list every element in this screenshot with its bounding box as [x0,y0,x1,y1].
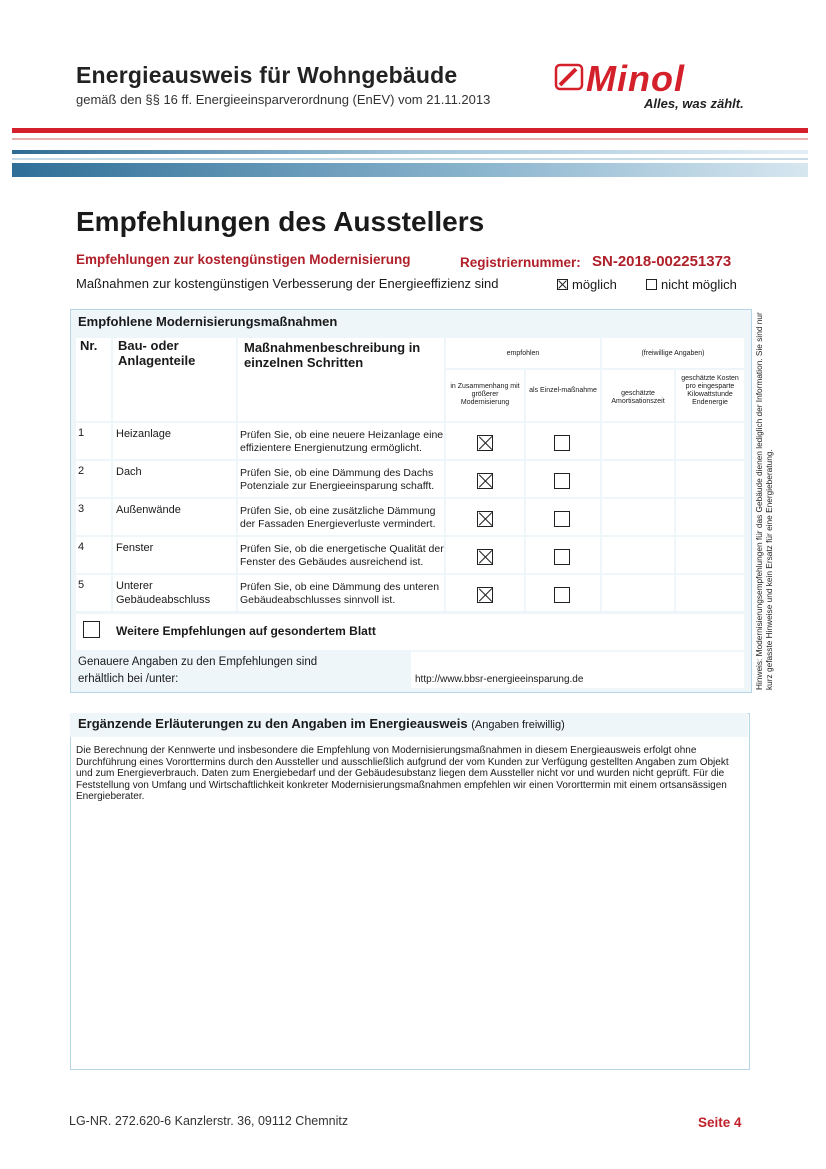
checkbox-single[interactable] [554,549,570,565]
header-blue-band [12,163,808,177]
option-not-possible[interactable] [646,277,737,292]
row-component: Fenster [116,542,154,554]
row-component: Dach [116,466,142,478]
header-stripe [12,158,808,160]
option-not-possible-label: nicht möglich [661,277,737,292]
header-red-stripe [12,128,808,133]
row-number: 4 [78,541,85,553]
header-blue-stripe [12,150,808,154]
explanation-title-text: Ergänzende Erläuterungen zu den Angaben im Energieausweis [78,716,468,731]
header-stripe [12,138,808,140]
row-description: Prüfen Sie, ob eine Dämmung des Dachs Potenziale zur Energieeinsparung schafft. [240,467,435,492]
registration-number: SN-2018-002251373 [592,253,732,270]
col-amortization: geschätzte Amortisationszeit [611,390,665,405]
table-cell [676,575,744,611]
group-recommended: empfohlen [506,350,540,357]
registration-label: Registriernummer: [460,255,581,270]
group-voluntary: (freiwillige Angaben) [641,350,705,357]
col-nr: Nr. [80,338,98,353]
page-number: Seite 4 [698,1115,742,1130]
section-subtitle: Empfehlungen zur kostengünstigen Modernisierung [76,252,411,267]
row-number: 3 [78,503,85,515]
row-component: Außenwände [116,504,181,516]
checkbox-possible[interactable] [557,279,568,290]
checkbox-further-recommendations[interactable] [83,621,100,638]
logo-slogan: Alles, was zählt. [644,96,744,111]
checkbox-single[interactable] [554,511,570,527]
table-cell [602,423,674,459]
col-component: Bau- oder Anlagenteile [118,338,196,368]
further-label: Weitere Empfehlungen auf gesondertem Blatt [116,624,376,638]
row-number: 2 [78,465,85,477]
table-cell [602,499,674,535]
explanation-title-note: (Angaben freiwillig) [471,719,565,731]
checkbox-in-context[interactable] [477,549,493,565]
checkbox-in-context[interactable] [477,435,493,451]
footer-address: LG-NR. 272.620-6 Kanzlerstr. 36, 09112 Chemnitz [69,1114,349,1128]
option-possible-label: möglich [572,277,617,292]
col-costs: geschätzte Kosten pro eingesparte Kilowattstunde Endenergie [681,375,739,406]
document-title: Energieausweis für Wohngebäude [76,62,458,88]
explanation-text: Die Berechnung der Kennwerte und insbesondere die Empfehlung von Modernisierungsmaßnahmen in diesem Energieausweis erfolgt ohne Durchführung eines Vororttermins durch den Aussteller und ausschließlich aufgrund der vom Kunden zur Verfügung gestellten Angaben zum Objekt und zum Energieverbrauch. Daten zum Energiebedarf und der Gebäudesubstanz liegen dem Aussteller nicht vor und wurden nicht geprüft. Für die Feststellung von Umfang und Wirtschaftlichkeit konkreter Modernisierungsmaßnahmen empfehlen wir einen Vororttermin mit einem ortsansässigen Energieberater. [76,745,729,802]
document-subtitle: gemäß den §§ 16 ff. Energieeinsparverordnung (EnEV) vom 21.11.2013 [76,92,491,107]
col-in-context: in Zusammenhang mit größerer Modernisierung [450,383,520,406]
table-cell [602,461,674,497]
table-cell [676,423,744,459]
info-label: Genauere Angaben zu den Empfehlungen sind erhältlich bei /unter: [78,656,318,685]
table-cell [676,461,744,497]
row-description: Prüfen Sie, ob die energetische Qualität der Fenster des Gebäudes ausreichend ist. [240,543,444,568]
table-cell [602,537,674,573]
option-possible[interactable] [557,277,617,292]
checkbox-single[interactable] [554,587,570,603]
table-cell [676,499,744,535]
table-cell [602,575,674,611]
row-component: Unterer Gebäudeabschluss [116,580,211,606]
table-title: Empfohlene Modernisierungsmaßnahmen [78,314,338,329]
row-description: Prüfen Sie, ob eine zusätzliche Dämmung der Fassaden Energieverluste vermindert. [240,505,436,530]
measures-statement: Maßnahmen zur kostengünstigen Verbesserung der Energieeffizienz sind [76,276,499,291]
header-cell [526,370,600,421]
row-description: Prüfen Sie, ob eine neuere Heizanlage eine effizientere Energienutzung ermöglicht. [240,429,444,454]
checkbox-single[interactable] [554,435,570,451]
checkbox-in-context[interactable] [477,511,493,527]
side-note: Hinweis: Modernisierungsempfehlungen für das Gebäude dienen lediglich der Information. Sie sind nur kurz gefasste Hinweise und kein Ersatz für eine Energieberatung. [754,312,774,690]
minol-logo-icon [554,63,584,91]
checkbox-single[interactable] [554,473,570,489]
row-component: Heizanlage [116,428,172,440]
checkbox-not-possible[interactable] [646,279,657,290]
page-title: Empfehlungen des Ausstellers [76,206,485,237]
table-cell [676,537,744,573]
row-number: 1 [78,427,85,439]
col-description: Maßnahmenbeschreibung in einzelnen Schritten [244,340,421,370]
checkbox-in-context[interactable] [477,473,493,489]
minol-logo-text: Minol [586,58,685,99]
row-number: 5 [78,579,85,591]
row-description: Prüfen Sie, ob eine Dämmung des unteren Gebäudeabschlusses sinnvoll ist. [240,581,440,606]
explanation-title [78,716,565,731]
col-single: als Einzel-maßnahme [529,387,597,394]
info-url[interactable]: http://www.bbsr-energieeinsparung.de [415,674,584,685]
checkbox-in-context[interactable] [477,587,493,603]
